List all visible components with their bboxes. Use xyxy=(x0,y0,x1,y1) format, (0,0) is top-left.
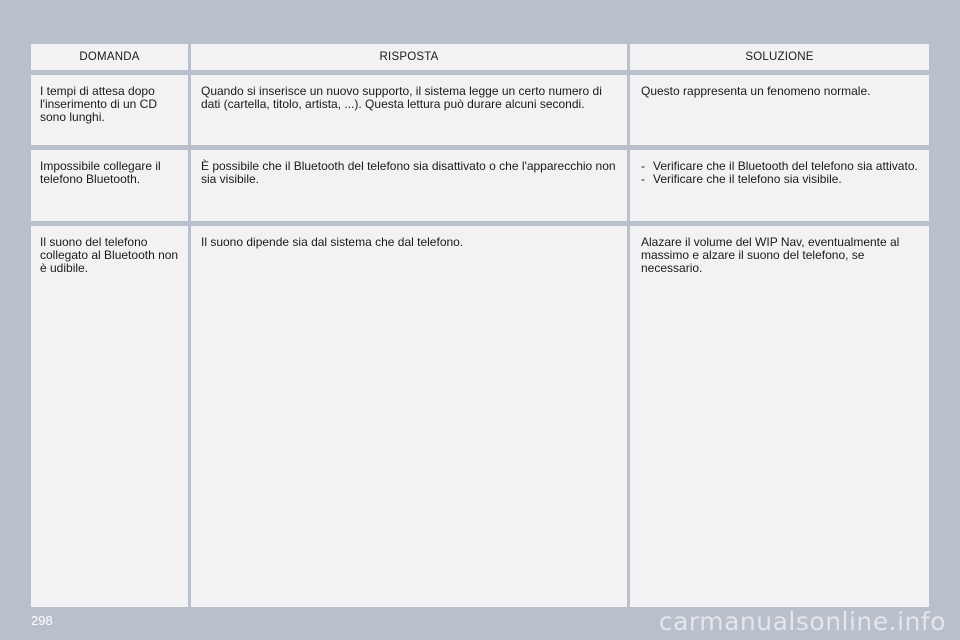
header-risposta: RISPOSTA xyxy=(191,44,627,70)
table-header-row xyxy=(31,44,929,70)
row-soluzione: Questo rappresenta un fenomeno normale. xyxy=(630,75,929,145)
row-domanda: I tempi di attesa dopo l'inserimento di un CD sono lunghi. xyxy=(31,75,188,145)
row-soluzione: Alazare il volume del WIP Nav, eventualmente al massimo e alzare il suono del telefono, se necessario. xyxy=(630,226,929,607)
row-risposta: Il suono dipende sia dal sistema che dal telefono. xyxy=(191,226,627,607)
header-domanda: DOMANDA xyxy=(31,44,188,70)
row-risposta: Quando si inserisce un nuovo supporto, il sistema legge un certo numero di dati (cartella, titolo, artista, ...). Questa lettura può durare alcuni secondi. xyxy=(191,75,627,145)
watermark: carmanualsonline.info xyxy=(658,607,946,636)
list-item: - Verificare che il telefono sia visibile. xyxy=(641,173,921,186)
page-number: 298 xyxy=(31,613,53,628)
row-domanda: Il suono del telefono collegato al Bluetooth non è udibile. xyxy=(31,226,188,607)
table-row xyxy=(31,226,929,607)
row-soluzione xyxy=(630,150,929,221)
row-risposta: È possibile che il Bluetooth del telefono sia disattivato o che l'apparecchio non sia visibile. xyxy=(191,150,627,221)
table-row xyxy=(31,75,929,145)
table-row xyxy=(31,150,929,221)
solution-list xyxy=(641,160,921,186)
row-domanda: Impossibile collegare il telefono Bluetooth. xyxy=(31,150,188,221)
faq-table xyxy=(31,44,929,607)
list-item: - Verificare che il Bluetooth del telefono sia attivato. xyxy=(641,160,921,173)
header-soluzione: SOLUZIONE xyxy=(630,44,929,70)
